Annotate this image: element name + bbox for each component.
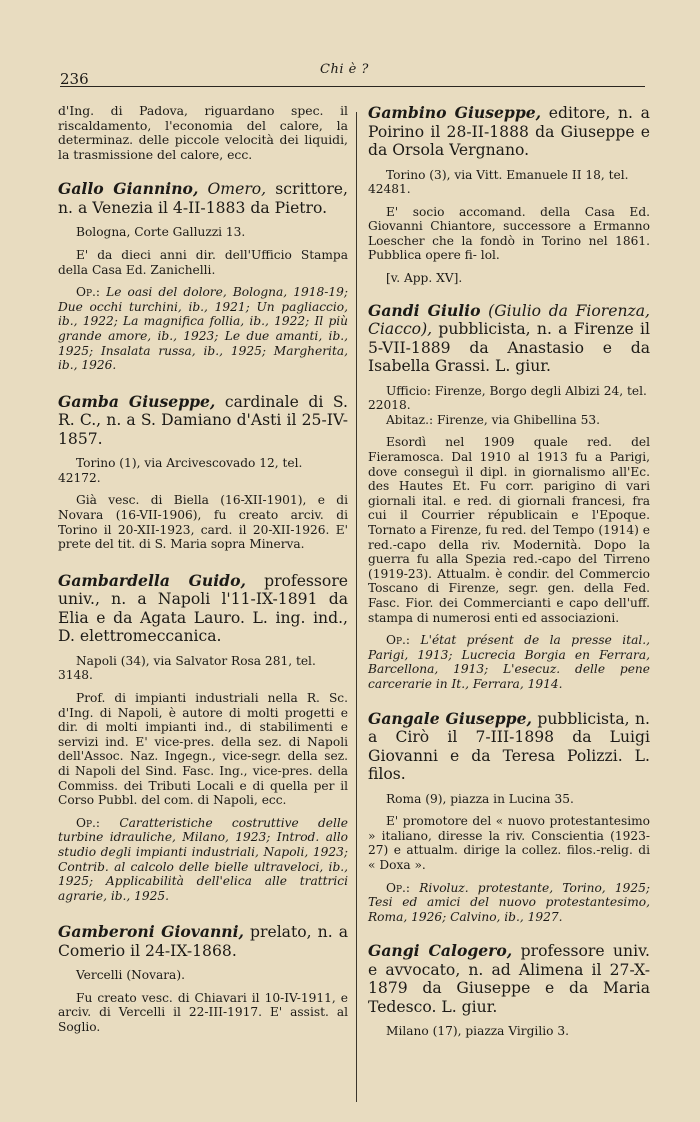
entry-heading-text: cardinale di S. R. C., n. a S. Damiano d'Asti il 25-IV-1857.: [58, 392, 348, 448]
entry-heading-text: prelato, n. a Comerio il 24-IX-1868.: [58, 923, 348, 960]
entry-home: [368, 413, 650, 428]
works-text: Rivoluz. protestante, Torino, 1925; Tesi ed amici del nuovo protestantesimo, Roma, 1926; Calvino, ib., 1927.: [368, 880, 650, 924]
continued-text: d'Ing. di Padova, riguardano spec. il riscaldamento, l'economia del calore, la determinaz. delle piccole velocità dei liquidi, la trasmissione del calore, ecc.: [58, 103, 348, 162]
works-label: Op.:: [76, 815, 101, 830]
entry-address: Milano (17), piazza Virgilio 3.: [386, 1024, 569, 1039]
entry-bio: Prof. di impianti industriali nella R. Sc. d'Ing. di Napoli, è autore di molti progetti e dir. di molti impianti ind., di stabilimenti e servizi ind. E' vice-pres. della sez. di Napoli dell'Assoc. Naz. Ingegn., vice-segr. della sez. di Napoli del Sind. Fasc. Ing., vice-pres. della Commiss. dei Tributi Locali e di quella per il Corso Pubbl. del com. di Napoli, ecc.: [58, 690, 348, 808]
entry-address: Torino (1), via Arcivescovado 12, tel. 42172.: [58, 456, 303, 485]
entry-gambino: [368, 104, 650, 286]
left-column: [58, 104, 348, 1043]
entry-bio: E' promotore del « nuovo protestantesimo » italiano, diresse la riv. Conscientia (1923-27) e attualm. dirige la collez. filos.-relig. di « Doxa ».: [368, 814, 650, 872]
entry-heading: [368, 302, 650, 376]
entry-bio: Già vesc. di Biella (16-XII-1901), e di Novara (16-VII-1906), fu creato arciv. di Torino il 20-XII-1923, card. il 20-XII-1926. E' prete del tit. di S. Maria sopra Minerva.: [58, 493, 348, 552]
works-text: Le oasi del dolore, Bologna, 1918-19; Due occhi turchini, ib., 1921; Un pagliaccio, ib., 1922; La magnifica follia, ib., 1922; Il più grande amore, ib., 1923; Le due amanti, ib., 1925; Insalata russa, ib., 1925; Margherita, ib., 1926.: [58, 285, 348, 373]
column-divider: [356, 112, 357, 1102]
entry-gamberoni: [58, 923, 348, 1034]
entry-address: Napoli (34), via Salvator Rosa 281, tel. 3148.: [58, 653, 316, 683]
page-number: 236: [60, 70, 89, 88]
entry-address: Torino (3), via Vitt. Emanuele II 18, tel. 42481.: [368, 167, 629, 197]
entry-office: [368, 384, 650, 413]
entry-name: Gamba Giuseppe,: [58, 391, 216, 411]
works-label: Op.:: [386, 633, 411, 648]
entry-gangale: [368, 710, 650, 925]
entry-heading: [368, 710, 650, 784]
entry-gandi: [368, 302, 650, 692]
entry-bio: E' da dieci anni dir. dell'Ufficio Stampa della Casa Ed. Zanichelli.: [58, 247, 348, 277]
entry-gambardella: [58, 572, 348, 904]
entry-pseudonym: Omero,: [207, 180, 267, 199]
works-label: Op.:: [76, 285, 101, 300]
home-label: Abitaz.:: [386, 412, 434, 427]
entry-bio: Fu creato vesc. di Chiavari il 10-IV-1911, e arciv. di Vercelli il 22-III-1917. E' assist. al Soglio.: [58, 990, 348, 1035]
entry-name: Gallo Giannino,: [58, 179, 199, 199]
entry-heading-text: pubblicista, n. a Firenze il 5-VII-1889 da Anastasio e da Isabella Grassi. L. giur.: [368, 320, 650, 376]
entry-gamba: [58, 393, 348, 552]
entry-name: Gamberoni Giovanni,: [58, 922, 244, 942]
entry-works: [58, 285, 348, 373]
entry-heading: [368, 104, 650, 160]
entry-works: [368, 633, 650, 691]
entry-heading-text: scrittore, n. a Venezia il 4-II-1883 da Pietro.: [58, 180, 348, 217]
entry-heading: [58, 572, 348, 646]
entry-heading: [368, 942, 650, 1016]
entry-gallo: [58, 180, 348, 372]
entry-name: Gangi Calogero,: [368, 941, 513, 961]
running-title: Chi è ?: [320, 62, 369, 77]
entry-bio: E' socio accomand. della Casa Ed. Giovanni Chiantore, successore a Ermanno Loescher che la fondò in Torino nel 1861. Pubblica opere fi- lol.: [368, 204, 650, 263]
works-text: Caratteristiche costruttive delle turbine idrauliche, Milano, 1923; Introd. allo studio degli impianti industriali, Napoli, 1923; Contrib. al calcolo delle bielle ultraveloci, ib., 1925; Applicabilità dell'elica alle trattrici agrarie, ib., 1925.: [58, 815, 349, 903]
entry-heading-text: professore univ. e avvocato, n. ad Alimena il 27-X-1879 da Giuseppe e da Maria Tedesco. L. giur.: [368, 942, 650, 1016]
entry-name: Gambino Giuseppe,: [368, 103, 542, 122]
entry-heading: [58, 393, 348, 449]
entry-works: [368, 881, 650, 925]
works-text: L'état présent de la presse ital., Parigi, 1913; Lucrecia Borgia en Ferrara, Barcellona, 1913; L'esecuz. delle pene carcerarie in It., Ferrara, 1914.: [368, 633, 651, 691]
office-text: Firenze, Borgo degli Albizi 24, tel. 22018.: [368, 383, 647, 413]
entry-address: Roma (9), piazza in Lucina 35.: [386, 791, 574, 806]
works-label: Op.:: [386, 880, 411, 895]
entry-name: Gambardella Guido,: [58, 570, 246, 590]
entry-address: Vercelli (Novara).: [76, 968, 185, 983]
office-label: Ufficio:: [386, 383, 431, 398]
entry-address: Bologna, Corte Galluzzi 13.: [76, 225, 246, 240]
right-column: [368, 104, 650, 1047]
entry-name: Gangale Giuseppe,: [368, 708, 532, 728]
entry-heading: [58, 180, 348, 217]
entry-heading: [58, 923, 348, 960]
home-text: Firenze, via Ghibellina 53.: [433, 412, 601, 427]
entry-gangi: [368, 942, 650, 1039]
entry-heading-text: editore, n. a Poirino il 28-II-1888 da Giuseppe e da Orsola Vergnano.: [368, 104, 650, 159]
entry-pseudonym: (Giulio da Fiorenza, Ciacco),: [368, 301, 650, 339]
entry-works: [58, 816, 348, 904]
page-header: [60, 62, 645, 87]
entry-name: Gandi Giulio: [368, 300, 481, 320]
entry-heading-text: professore univ., n. a Napoli l'11-IX-1891 da Elia e da Agata Lauro. L. ing. ind., D. elettromeccanica.: [58, 571, 348, 646]
entry-bio: Esordì nel 1909 quale red. del Fieramosca. Dal 1910 al 1913 fu a Parigi, dove conseguì il dipl. in giornalismo all'Ec. des Hautes Et. Fu corr. parigino di vari giornali ital. e red. di giornali francesi, fra cui il Courrier républicain e l'Epoque. Tornato a Firenze, fu red. del Tempo (1914) e red.-capo della riv. Modernità. Dopo la guerra fu alla Spezia red.-capo del Tirreno (1919-23). Attualm. è condir. del Commercio Toscano di Firenze, segr. gen. della Fed. Fasc. Fior. dei Commercianti e capo dell'uff. stampa di numerosi enti ed associazioni.: [368, 435, 650, 625]
entry-reference: [v. App. XV].: [386, 271, 463, 286]
entry-heading-text: pubblicista, n. a Cirò il 7-III-1898 da Luigi Giovanni e da Teresa Polizzi. L. filos.: [368, 709, 651, 784]
